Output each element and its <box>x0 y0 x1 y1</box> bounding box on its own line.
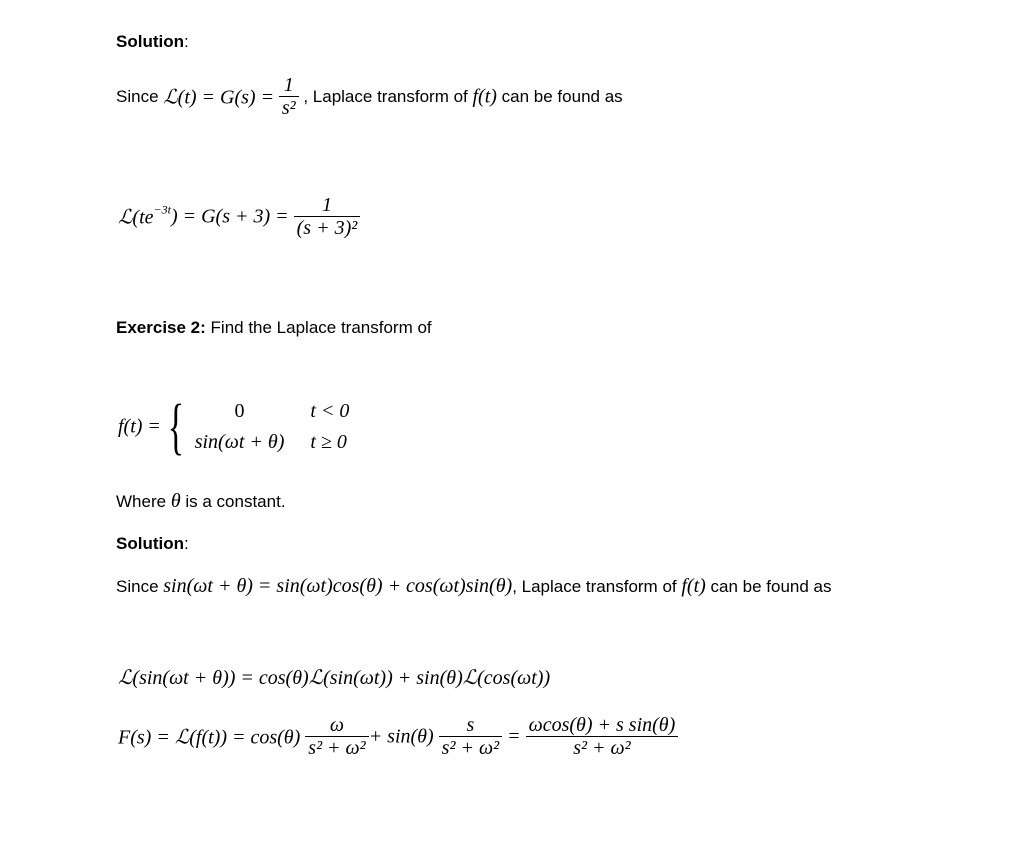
fraction-numerator: 1 <box>283 74 294 96</box>
laplace-g-definition: ℒ(t) = G(s) = <box>163 86 275 109</box>
fraction-denominator: s² <box>279 96 299 120</box>
laplace-transform-of-text: , Laplace transform of <box>303 87 468 106</box>
equation1-lhs: ℒ(te <box>118 206 154 229</box>
s-over-denominator <box>439 714 502 760</box>
case-row <box>191 396 358 427</box>
equals-sign: = <box>507 725 521 748</box>
where-statement <box>116 490 286 513</box>
laplace-transform-of-text: , Laplace transform of <box>512 577 677 596</box>
fraction-numerator: 1 <box>321 194 332 216</box>
fraction-denominator: s² + ω² <box>305 736 368 760</box>
equation1-exponent: −3t <box>153 202 171 217</box>
exercise-2-statement <box>116 318 432 338</box>
case1-value: 0 <box>234 400 245 422</box>
fraction-denominator: s² + ω² <box>526 736 679 760</box>
can-be-found-text: can be found as <box>710 577 832 596</box>
equation-shift-theorem <box>118 194 360 240</box>
case2-condition: t ≥ 0 <box>310 431 347 453</box>
curly-brace: { <box>167 393 185 461</box>
since-text: Since <box>116 577 159 596</box>
fraction-denominator: (s + 3)² <box>294 216 361 240</box>
omega-over-denominator <box>305 714 368 760</box>
equation-linearity: ℒ(sin(ωt + θ)) = cos(θ)ℒ(sin(ωt)) + sin(θ)ℒ(cos(ωt)) <box>118 667 551 689</box>
solution-label: Solution <box>116 32 184 51</box>
since-text: Since <box>116 87 159 106</box>
where-text: Where <box>116 492 167 511</box>
solution-label: Solution <box>116 534 184 553</box>
fraction-numerator: s <box>466 714 475 736</box>
combined-fraction <box>526 714 679 760</box>
equation1-mid: ) = G(s + 3) = <box>170 205 289 228</box>
piecewise-lhs: f(t) = <box>118 415 161 438</box>
one-over-s-squared <box>279 74 299 120</box>
fraction-numerator: ω <box>329 714 345 736</box>
solution-colon: : <box>183 32 189 51</box>
solution-heading-2 <box>116 534 189 554</box>
one-over-s-plus-3-squared <box>294 194 361 240</box>
fraction-numerator: ωcos(θ) + s sin(θ) <box>528 714 676 736</box>
exercise-text: Find the Laplace transform of <box>210 318 432 337</box>
can-be-found-text: can be found as <box>501 87 623 106</box>
equation3-lhs: F(s) = ℒ(f(t)) = cos(θ) <box>118 726 301 749</box>
exercise-label: Exercise 2: <box>116 318 206 337</box>
f-of-t: f(t) <box>472 85 497 108</box>
is-constant-text: is a constant. <box>185 492 286 511</box>
fraction-denominator: s² + ω² <box>439 736 502 760</box>
solution-heading-1 <box>116 32 189 52</box>
case1-condition: t < 0 <box>310 400 350 422</box>
trig-identity: sin(ωt + θ) = sin(ωt)cos(θ) + cos(ωt)sin(θ) <box>163 575 513 597</box>
f-of-t: f(t) <box>681 575 706 597</box>
piecewise-cases <box>191 396 358 458</box>
equation3-mid: + sin(θ) <box>368 725 434 748</box>
theta-symbol: θ <box>170 490 181 512</box>
case2-value: sin(ωt + θ) <box>194 431 285 453</box>
solution1-sentence <box>116 74 623 120</box>
solution-colon: : <box>183 534 189 553</box>
piecewise-function <box>118 393 357 461</box>
solution2-sentence <box>116 575 832 598</box>
equation-final-result <box>118 714 678 760</box>
case-row <box>191 427 358 458</box>
